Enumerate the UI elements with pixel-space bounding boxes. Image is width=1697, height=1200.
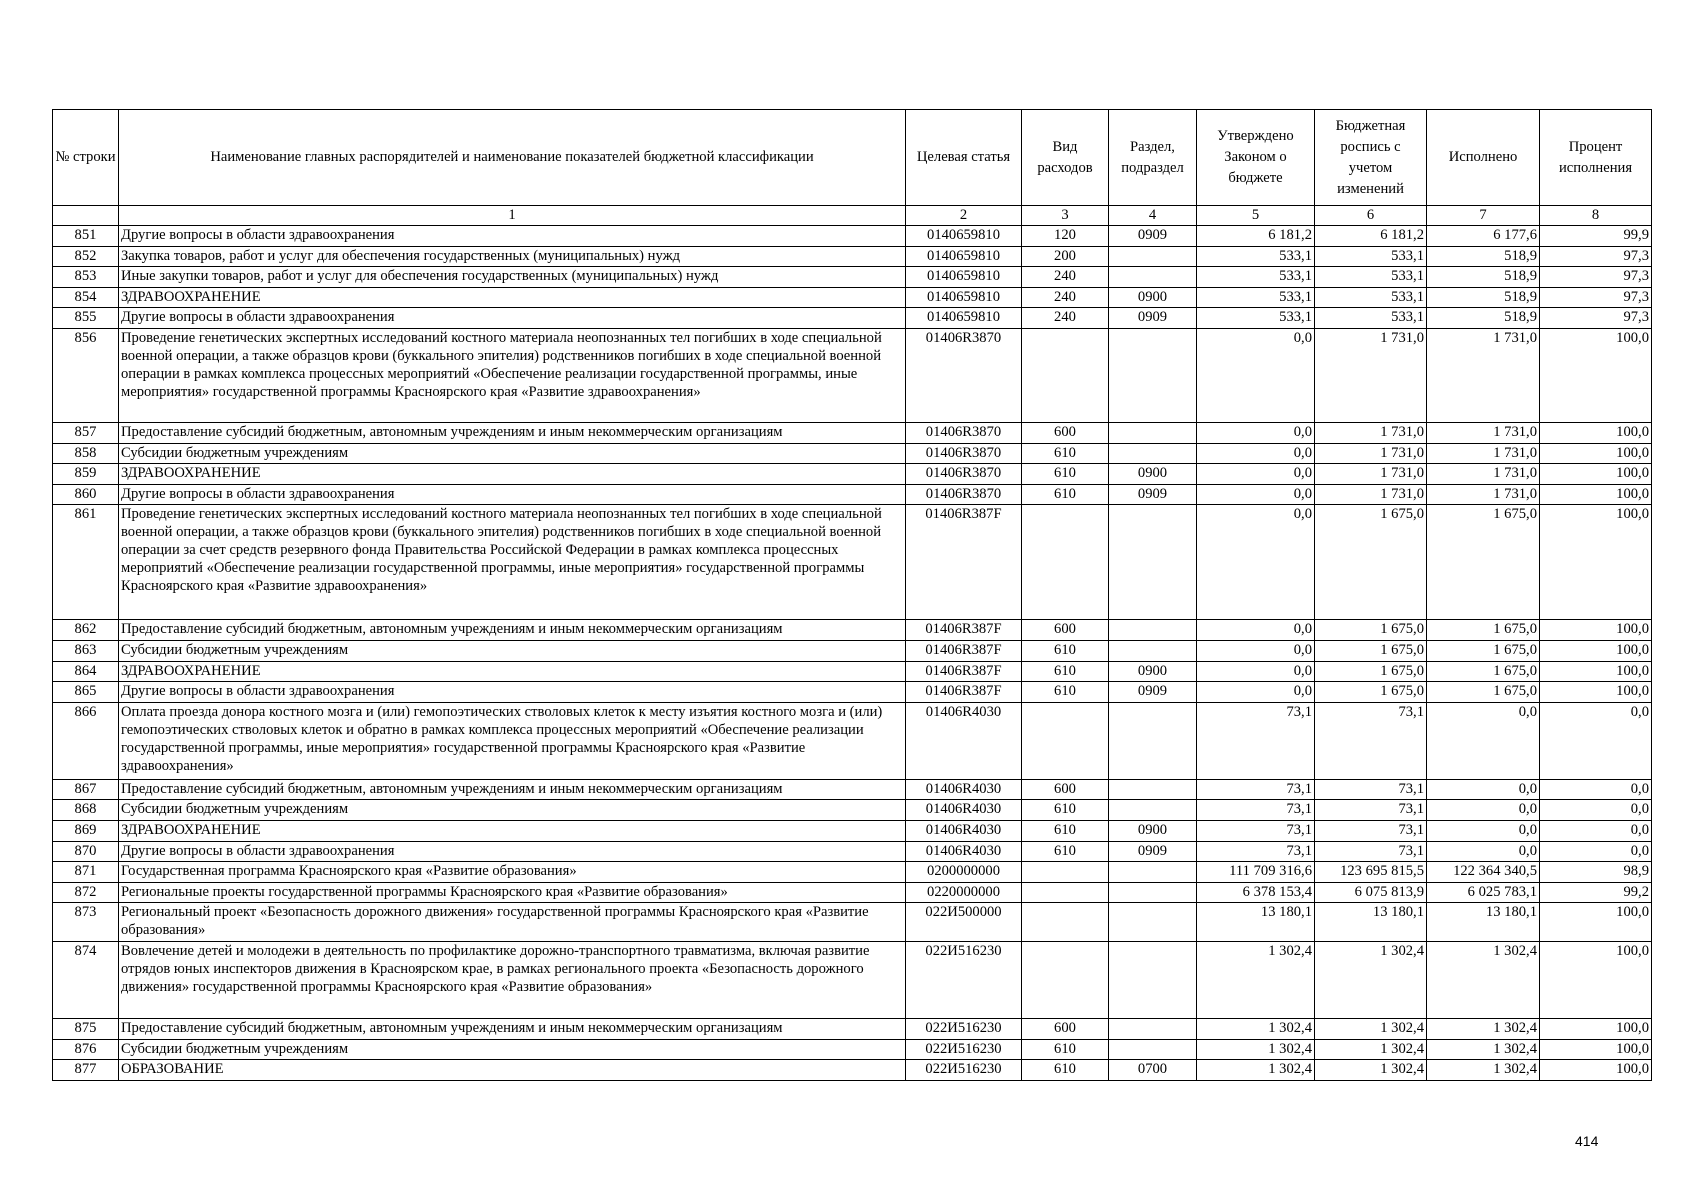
- colnum-cell: 1: [119, 206, 906, 226]
- row-section: 0900: [1109, 464, 1197, 485]
- row-section: [1109, 702, 1197, 779]
- row-section: 0909: [1109, 682, 1197, 703]
- colnum-cell: 6: [1315, 206, 1427, 226]
- row-name: Вовлечение детей и молодежи в деятельность по профилактике дорожно-транспортного травматизма, включая развитие отрядов юных инспекторов движения в Красноярском крае, в рамках регионального проекта «Безопасность дорожного движения» государственной программы Красноярского края «Развитие образования»: [119, 942, 906, 1019]
- row-budget: 533,1: [1315, 287, 1427, 308]
- row-section: [1109, 942, 1197, 1019]
- row-executed: 1 675,0: [1427, 661, 1540, 682]
- row-kind: [1022, 903, 1109, 942]
- row-approved: 1 302,4: [1197, 942, 1315, 1019]
- row-section: [1109, 862, 1197, 883]
- row-budget: 73,1: [1315, 841, 1427, 862]
- row-budget: 1 302,4: [1315, 1060, 1427, 1081]
- row-budget: 73,1: [1315, 800, 1427, 821]
- row-kind: 610: [1022, 1060, 1109, 1081]
- row-section: 0909: [1109, 484, 1197, 505]
- row-number: 868: [53, 800, 119, 821]
- header-executed: Исполнено: [1427, 110, 1540, 206]
- row-number: 871: [53, 862, 119, 883]
- row-approved: 1 302,4: [1197, 1039, 1315, 1060]
- row-approved: 533,1: [1197, 308, 1315, 329]
- row-name: Предоставление субсидий бюджетным, автономным учреждениям и иным некоммерческим организациям: [119, 779, 906, 800]
- row-kind: 600: [1022, 422, 1109, 443]
- row-budget: 1 675,0: [1315, 682, 1427, 703]
- row-executed: 518,9: [1427, 308, 1540, 329]
- row-number: 852: [53, 246, 119, 267]
- row-section: [1109, 882, 1197, 903]
- table-row: [53, 267, 1652, 288]
- row-percent: 100,0: [1540, 1060, 1652, 1081]
- row-approved: 0,0: [1197, 661, 1315, 682]
- row-section: 0909: [1109, 841, 1197, 862]
- table-row: [53, 779, 1652, 800]
- table-header: [53, 110, 1652, 226]
- row-percent: 100,0: [1540, 505, 1652, 620]
- row-executed: 6 025 783,1: [1427, 882, 1540, 903]
- row-budget: 6 075 813,9: [1315, 882, 1427, 903]
- row-budget: 123 695 815,5: [1315, 862, 1427, 883]
- row-kind: 600: [1022, 1019, 1109, 1040]
- row-percent: 100,0: [1540, 903, 1652, 942]
- row-name: ОБРАЗОВАНИЕ: [119, 1060, 906, 1081]
- header-percent: Процент исполнения: [1540, 110, 1652, 206]
- row-executed: 0,0: [1427, 841, 1540, 862]
- table-row: [53, 800, 1652, 821]
- row-target: 0140659810: [906, 267, 1022, 288]
- row-name: Субсидии бюджетным учреждениям: [119, 640, 906, 661]
- row-name: Проведение генетических экспертных исследований костного материала неопознанных тел погибших в ходе специальной военной операции, а также образцов крови (буккального эпителия) родственников погибших в ходе специальной военной операции за счет средств резервного фонда Правительства Российской Федерации в рамках комплекса процессных мероприятий «Обеспечение реализации государственной программы, иные мероприятия» государственной программы Красноярского края «Развитие здравоохранения»: [119, 505, 906, 620]
- table-row: [53, 1060, 1652, 1081]
- row-target: 01406R3870: [906, 443, 1022, 464]
- row-approved: 1 302,4: [1197, 1019, 1315, 1040]
- row-target: 01406R387F: [906, 640, 1022, 661]
- row-number: 877: [53, 1060, 119, 1081]
- row-percent: 100,0: [1540, 1039, 1652, 1060]
- row-budget: 1 731,0: [1315, 443, 1427, 464]
- row-section: [1109, 505, 1197, 620]
- row-number: 858: [53, 443, 119, 464]
- row-approved: 73,1: [1197, 820, 1315, 841]
- row-target: 01406R387F: [906, 505, 1022, 620]
- table-row: [53, 702, 1652, 779]
- row-approved: 0,0: [1197, 505, 1315, 620]
- row-approved: 0,0: [1197, 422, 1315, 443]
- table-row: [53, 505, 1652, 620]
- row-name: Предоставление субсидий бюджетным, автономным учреждениям и иным некоммерческим организациям: [119, 422, 906, 443]
- row-executed: 1 731,0: [1427, 443, 1540, 464]
- row-approved: 0,0: [1197, 328, 1315, 422]
- row-budget: 13 180,1: [1315, 903, 1427, 942]
- row-target: 0140659810: [906, 226, 1022, 247]
- row-section: [1109, 246, 1197, 267]
- row-budget: 1 675,0: [1315, 505, 1427, 620]
- row-name: Государственная программа Красноярского края «Развитие образования»: [119, 862, 906, 883]
- row-executed: 1 302,4: [1427, 942, 1540, 1019]
- row-kind: 240: [1022, 267, 1109, 288]
- row-section: [1109, 443, 1197, 464]
- row-budget: 1 731,0: [1315, 484, 1427, 505]
- table-row: [53, 682, 1652, 703]
- row-percent: 98,9: [1540, 862, 1652, 883]
- row-target: 01406R3870: [906, 484, 1022, 505]
- row-kind: [1022, 702, 1109, 779]
- header-section: Раздел, подраздел: [1109, 110, 1197, 206]
- row-section: [1109, 267, 1197, 288]
- row-executed: 0,0: [1427, 702, 1540, 779]
- row-name: Проведение генетических экспертных исследований костного материала неопознанных тел погибших в ходе специальной военной операции, а также образцов крови (буккального эпителия) родственников погибших в ходе специальной военной операции в рамках комплекса процессных мероприятий «Обеспечение реализации государственной программы, иные мероприятия» государственной программы Красноярского края «Развитие здравоохранения»: [119, 328, 906, 422]
- row-section: [1109, 903, 1197, 942]
- table-row: [53, 841, 1652, 862]
- table-row: [53, 1039, 1652, 1060]
- row-percent: 100,0: [1540, 640, 1652, 661]
- row-executed: 13 180,1: [1427, 903, 1540, 942]
- row-approved: 13 180,1: [1197, 903, 1315, 942]
- row-kind: 600: [1022, 620, 1109, 641]
- row-approved: 0,0: [1197, 464, 1315, 485]
- row-name: Закупка товаров, работ и услуг для обеспечения государственных (муниципальных) нужд: [119, 246, 906, 267]
- colnum-cell: 5: [1197, 206, 1315, 226]
- row-section: [1109, 328, 1197, 422]
- row-budget: 1 675,0: [1315, 620, 1427, 641]
- row-percent: 99,2: [1540, 882, 1652, 903]
- row-percent: 100,0: [1540, 620, 1652, 641]
- row-name: ЗДРАВООХРАНЕНИЕ: [119, 287, 906, 308]
- header-approved: Утверждено Законом о бюджете: [1197, 110, 1315, 206]
- table-row: [53, 226, 1652, 247]
- row-target: 01406R4030: [906, 841, 1022, 862]
- row-approved: 0,0: [1197, 640, 1315, 661]
- table-row: [53, 328, 1652, 422]
- row-number: 851: [53, 226, 119, 247]
- row-number: 854: [53, 287, 119, 308]
- page-number: 414: [1575, 1133, 1599, 1149]
- header-kind: Вид расходов: [1022, 110, 1109, 206]
- budget-execution-table: [52, 109, 1652, 1081]
- row-section: [1109, 779, 1197, 800]
- row-budget: 533,1: [1315, 308, 1427, 329]
- row-name: Другие вопросы в области здравоохранения: [119, 484, 906, 505]
- row-kind: [1022, 505, 1109, 620]
- column-number-row: [53, 206, 1652, 226]
- row-target: 0140659810: [906, 246, 1022, 267]
- table-row: [53, 1019, 1652, 1040]
- row-name: Иные закупки товаров, работ и услуг для обеспечения государственных (муниципальных) нужд: [119, 267, 906, 288]
- row-approved: 0,0: [1197, 484, 1315, 505]
- row-kind: 600: [1022, 779, 1109, 800]
- row-budget: 73,1: [1315, 820, 1427, 841]
- colnum-cell: 8: [1540, 206, 1652, 226]
- table-row: [53, 484, 1652, 505]
- row-number: 860: [53, 484, 119, 505]
- row-target: 0200000000: [906, 862, 1022, 883]
- row-executed: 1 675,0: [1427, 505, 1540, 620]
- table-row: [53, 308, 1652, 329]
- row-percent: 100,0: [1540, 661, 1652, 682]
- table-row: [53, 640, 1652, 661]
- row-executed: 0,0: [1427, 779, 1540, 800]
- row-executed: 0,0: [1427, 800, 1540, 821]
- row-kind: 240: [1022, 308, 1109, 329]
- row-target: 022И516230: [906, 1019, 1022, 1040]
- row-kind: [1022, 882, 1109, 903]
- row-section: [1109, 1019, 1197, 1040]
- row-target: 0140659810: [906, 308, 1022, 329]
- row-target: 022И516230: [906, 1039, 1022, 1060]
- row-kind: 610: [1022, 443, 1109, 464]
- row-section: [1109, 1039, 1197, 1060]
- row-number: 865: [53, 682, 119, 703]
- row-target: 01406R4030: [906, 820, 1022, 841]
- row-section: 0900: [1109, 820, 1197, 841]
- row-percent: 99,9: [1540, 226, 1652, 247]
- row-target: 01406R4030: [906, 779, 1022, 800]
- row-budget: 533,1: [1315, 267, 1427, 288]
- row-name: Оплата проезда донора костного мозга и (или) гемопоэтических стволовых клеток к месту изъятия костного мозга и (или) гемопоэтических стволовых клеток и обратно в рамках комплекса процессных мероприятий «Обеспечение реализации государственной программы, иные мероприятия» государственной программы Красноярского края «Развитие здравоохранения»: [119, 702, 906, 779]
- row-executed: 518,9: [1427, 287, 1540, 308]
- row-budget: 1 302,4: [1315, 1019, 1427, 1040]
- table-row: [53, 661, 1652, 682]
- row-target: 022И516230: [906, 942, 1022, 1019]
- colnum-cell: 7: [1427, 206, 1540, 226]
- row-target: 022И500000: [906, 903, 1022, 942]
- table-row: [53, 422, 1652, 443]
- row-approved: 0,0: [1197, 620, 1315, 641]
- row-executed: 122 364 340,5: [1427, 862, 1540, 883]
- row-percent: 97,3: [1540, 308, 1652, 329]
- row-name: Другие вопросы в области здравоохранения: [119, 226, 906, 247]
- row-percent: 100,0: [1540, 328, 1652, 422]
- row-section: 0909: [1109, 308, 1197, 329]
- row-percent: 100,0: [1540, 443, 1652, 464]
- row-percent: 97,3: [1540, 246, 1652, 267]
- row-name: Другие вопросы в области здравоохранения: [119, 308, 906, 329]
- row-executed: 518,9: [1427, 267, 1540, 288]
- row-executed: 1 731,0: [1427, 464, 1540, 485]
- row-name: ЗДРАВООХРАНЕНИЕ: [119, 820, 906, 841]
- row-target: 01406R387F: [906, 661, 1022, 682]
- row-percent: 100,0: [1540, 464, 1652, 485]
- row-executed: 1 675,0: [1427, 682, 1540, 703]
- row-section: [1109, 640, 1197, 661]
- row-number: 857: [53, 422, 119, 443]
- row-approved: 6 378 153,4: [1197, 882, 1315, 903]
- row-percent: 100,0: [1540, 682, 1652, 703]
- row-budget: 1 302,4: [1315, 1039, 1427, 1060]
- row-approved: 533,1: [1197, 246, 1315, 267]
- row-name: Другие вопросы в области здравоохранения: [119, 841, 906, 862]
- row-approved: 6 181,2: [1197, 226, 1315, 247]
- row-approved: 0,0: [1197, 443, 1315, 464]
- row-name: Предоставление субсидий бюджетным, автономным учреждениям и иным некоммерческим организациям: [119, 620, 906, 641]
- row-budget: 73,1: [1315, 779, 1427, 800]
- row-name: ЗДРАВООХРАНЕНИЕ: [119, 661, 906, 682]
- table-row: [53, 882, 1652, 903]
- header-name: Наименование главных распорядителей и наименование показателей бюджетной классификации: [119, 110, 906, 206]
- row-percent: 0,0: [1540, 779, 1652, 800]
- row-section: 0909: [1109, 226, 1197, 247]
- row-kind: 610: [1022, 661, 1109, 682]
- row-number: 859: [53, 464, 119, 485]
- row-percent: 0,0: [1540, 820, 1652, 841]
- table-row: [53, 862, 1652, 883]
- row-percent: 100,0: [1540, 942, 1652, 1019]
- row-budget: 1 675,0: [1315, 640, 1427, 661]
- row-kind: 200: [1022, 246, 1109, 267]
- colnum-cell: 2: [906, 206, 1022, 226]
- row-number: 861: [53, 505, 119, 620]
- row-approved: 0,0: [1197, 682, 1315, 703]
- row-approved: 1 302,4: [1197, 1060, 1315, 1081]
- row-section: [1109, 620, 1197, 641]
- row-number: 856: [53, 328, 119, 422]
- row-kind: 610: [1022, 820, 1109, 841]
- colnum-cell: [53, 206, 119, 226]
- row-executed: 1 302,4: [1427, 1039, 1540, 1060]
- row-percent: 100,0: [1540, 422, 1652, 443]
- row-budget: 1 675,0: [1315, 661, 1427, 682]
- row-percent: 97,3: [1540, 287, 1652, 308]
- row-executed: 1 675,0: [1427, 620, 1540, 641]
- row-section: 0900: [1109, 661, 1197, 682]
- row-approved: 73,1: [1197, 841, 1315, 862]
- row-kind: 610: [1022, 464, 1109, 485]
- row-kind: 610: [1022, 841, 1109, 862]
- header-budget: Бюджетная роспись с учетом изменений: [1315, 110, 1427, 206]
- table-row: [53, 820, 1652, 841]
- row-kind: [1022, 862, 1109, 883]
- row-budget: 73,1: [1315, 702, 1427, 779]
- row-budget: 1 302,4: [1315, 942, 1427, 1019]
- table-row: [53, 942, 1652, 1019]
- row-executed: 6 177,6: [1427, 226, 1540, 247]
- row-number: 864: [53, 661, 119, 682]
- row-approved: 533,1: [1197, 287, 1315, 308]
- row-approved: 73,1: [1197, 702, 1315, 779]
- row-section: 0900: [1109, 287, 1197, 308]
- row-number: 866: [53, 702, 119, 779]
- colnum-cell: 4: [1109, 206, 1197, 226]
- row-target: 0220000000: [906, 882, 1022, 903]
- colnum-cell: 3: [1022, 206, 1109, 226]
- row-number: 869: [53, 820, 119, 841]
- row-number: 870: [53, 841, 119, 862]
- row-budget: 1 731,0: [1315, 464, 1427, 485]
- row-approved: 73,1: [1197, 800, 1315, 821]
- row-number: 876: [53, 1039, 119, 1060]
- row-approved: 73,1: [1197, 779, 1315, 800]
- row-target: 022И516230: [906, 1060, 1022, 1081]
- row-budget: 1 731,0: [1315, 422, 1427, 443]
- table-row: [53, 443, 1652, 464]
- row-executed: 1 731,0: [1427, 328, 1540, 422]
- row-number: 867: [53, 779, 119, 800]
- row-target: 01406R3870: [906, 328, 1022, 422]
- row-number: 874: [53, 942, 119, 1019]
- row-number: 853: [53, 267, 119, 288]
- row-number: 872: [53, 882, 119, 903]
- row-budget: 533,1: [1315, 246, 1427, 267]
- row-number: 875: [53, 1019, 119, 1040]
- row-percent: 0,0: [1540, 800, 1652, 821]
- row-target: 01406R387F: [906, 682, 1022, 703]
- header-target: Целевая статья: [906, 110, 1022, 206]
- row-kind: [1022, 328, 1109, 422]
- table-row: [53, 620, 1652, 641]
- row-name: Другие вопросы в области здравоохранения: [119, 682, 906, 703]
- row-name: Региональные проекты государственной программы Красноярского края «Развитие образования»: [119, 882, 906, 903]
- table-row: [53, 246, 1652, 267]
- row-percent: 100,0: [1540, 484, 1652, 505]
- row-kind: 240: [1022, 287, 1109, 308]
- table-body: [53, 226, 1652, 1081]
- row-target: 01406R4030: [906, 800, 1022, 821]
- row-section: [1109, 422, 1197, 443]
- row-name: ЗДРАВООХРАНЕНИЕ: [119, 464, 906, 485]
- row-name: Субсидии бюджетным учреждениям: [119, 443, 906, 464]
- row-executed: 0,0: [1427, 820, 1540, 841]
- row-kind: 610: [1022, 484, 1109, 505]
- row-kind: 610: [1022, 682, 1109, 703]
- row-approved: 533,1: [1197, 267, 1315, 288]
- row-name: Региональный проект «Безопасность дорожного движения» государственной программы Красноярского края «Развитие образования»: [119, 903, 906, 942]
- row-budget: 6 181,2: [1315, 226, 1427, 247]
- row-kind: [1022, 942, 1109, 1019]
- row-executed: 518,9: [1427, 246, 1540, 267]
- table-row: [53, 903, 1652, 942]
- row-percent: 100,0: [1540, 1019, 1652, 1040]
- row-executed: 1 675,0: [1427, 640, 1540, 661]
- table-row: [53, 287, 1652, 308]
- row-number: 855: [53, 308, 119, 329]
- row-number: 862: [53, 620, 119, 641]
- table-row: [53, 464, 1652, 485]
- row-target: 01406R4030: [906, 702, 1022, 779]
- row-name: Субсидии бюджетным учреждениям: [119, 800, 906, 821]
- row-section: 0700: [1109, 1060, 1197, 1081]
- row-section: [1109, 800, 1197, 821]
- row-kind: 610: [1022, 800, 1109, 821]
- row-executed: 1 731,0: [1427, 422, 1540, 443]
- row-percent: 0,0: [1540, 702, 1652, 779]
- row-name: Предоставление субсидий бюджетным, автономным учреждениям и иным некоммерческим организациям: [119, 1019, 906, 1040]
- row-approved: 111 709 316,6: [1197, 862, 1315, 883]
- row-executed: 1 302,4: [1427, 1019, 1540, 1040]
- row-kind: 120: [1022, 226, 1109, 247]
- row-executed: 1 302,4: [1427, 1060, 1540, 1081]
- row-executed: 1 731,0: [1427, 484, 1540, 505]
- row-percent: 97,3: [1540, 267, 1652, 288]
- row-number: 863: [53, 640, 119, 661]
- row-number: 873: [53, 903, 119, 942]
- row-target: 01406R387F: [906, 620, 1022, 641]
- row-kind: 610: [1022, 640, 1109, 661]
- row-target: 01406R3870: [906, 464, 1022, 485]
- row-target: 01406R3870: [906, 422, 1022, 443]
- row-percent: 0,0: [1540, 841, 1652, 862]
- row-name: Субсидии бюджетным учреждениям: [119, 1039, 906, 1060]
- row-target: 0140659810: [906, 287, 1022, 308]
- header-row-no: № строки: [53, 110, 119, 206]
- row-kind: 610: [1022, 1039, 1109, 1060]
- row-budget: 1 731,0: [1315, 328, 1427, 422]
